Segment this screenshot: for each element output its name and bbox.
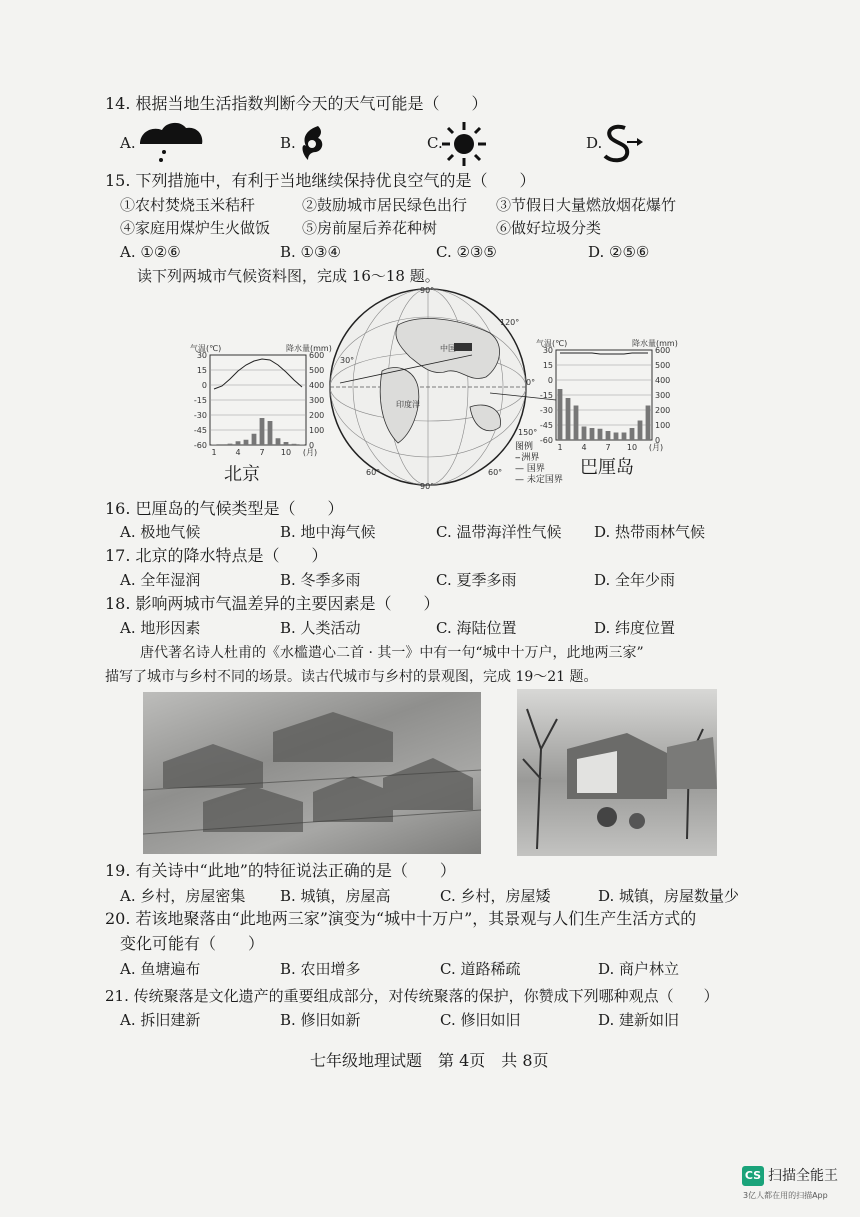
month-tick-label: 4 [235, 448, 241, 457]
q17-option-d: D. 全年少雨 [594, 571, 676, 589]
map-legend [515, 442, 563, 486]
q16-stem: 16. 巴厘岛的气候类型是（ ） [105, 499, 344, 518]
ancient-city-painting [143, 692, 481, 854]
temp-tick-label: -15 [193, 396, 207, 405]
q15-stem: 15. 下列措施中，有利于当地继续保持优良空气的是（ ） [105, 171, 536, 190]
precip-tick-label: 300 [655, 391, 671, 400]
temp-tick-label: 30 [542, 346, 553, 355]
month-tick-label: (月) [648, 443, 664, 452]
globe-label: 中国 [440, 344, 456, 353]
legend-item-continent: -- 洲界 [515, 453, 540, 463]
temp-axis-label: 气温(℃) [190, 344, 222, 353]
month-tick-label: (月) [302, 448, 318, 457]
globe-label: 90° [420, 482, 435, 491]
q18-option-a: A. 地形因素 [120, 619, 201, 637]
precip-tick-label: 200 [309, 411, 325, 420]
precip-bar [590, 428, 595, 440]
q20-option-a: A. 鱼塘遍布 [120, 960, 201, 978]
q20-option-b: B. 农田增多 [280, 960, 361, 978]
precip-bar [574, 406, 579, 441]
q15-measure-3: ③节假日大量燃放烟花爆竹 [496, 196, 677, 214]
precip-bar [292, 444, 297, 445]
legend-title: 图例 [515, 442, 534, 452]
q21-stem: 21. 传统聚落是文化遗产的重要组成部分，对传统聚落的保护，你赞成下列哪种观点（ ） [105, 987, 719, 1005]
camscanner-logo: CS [742, 1166, 764, 1186]
globe-label: 60° [488, 468, 503, 477]
temp-tick-label: 0 [547, 376, 553, 385]
precip-tick-label: 400 [655, 376, 671, 385]
q17-option-b: B. 冬季多雨 [280, 571, 361, 589]
precip-axis-label: 降水量(mm) [286, 344, 332, 353]
globe-label: 150° [518, 428, 538, 437]
q21-option-b: B. 修旧如新 [280, 1011, 361, 1029]
camscanner-tagline: 3亿人都在用的扫描App [743, 1191, 828, 1200]
month-tick-label: 7 [259, 448, 265, 457]
globe-label: 印度洋 [396, 400, 420, 409]
precip-bar [606, 431, 611, 440]
q14-option-b: B. [280, 134, 296, 152]
temp-axis-label: 气温(℃) [536, 339, 568, 348]
month-tick-label: 1 [557, 443, 563, 452]
precip-tick-label: 0 [655, 436, 661, 445]
precip-tick-label: 100 [655, 421, 671, 430]
precip-bar [276, 438, 281, 445]
legend-item-undetermined: — 未定国界 [515, 475, 563, 485]
temp-tick-label: 15 [542, 361, 553, 370]
month-tick-label: 10 [626, 443, 638, 452]
q21-option-a: A. 拆旧建新 [120, 1011, 201, 1029]
q21-option-c: C. 修旧如旧 [440, 1011, 521, 1029]
intro-19-21-line1: 唐代著名诗人杜甫的《水槛遣心二首 · 其一》中有一句“城中十万户，此地两三家” [140, 645, 644, 661]
precip-bar [260, 418, 265, 445]
ancient-village-painting [517, 689, 717, 856]
q14-stem: 14. 根据当地生活指数判断今天的天气可能是（ ） [105, 94, 488, 113]
precip-tick-label: 400 [309, 381, 325, 390]
month-tick-label: 7 [605, 443, 611, 452]
q18-option-b: B. 人类活动 [280, 619, 361, 637]
precip-bar [284, 442, 289, 445]
q17-option-c: C. 夏季多雨 [436, 571, 517, 589]
page-footer: 七年级地理试题 第 4页 共 8页 [310, 1051, 549, 1070]
precip-bar [566, 398, 571, 440]
precip-bar [614, 433, 619, 441]
beijing-climate-chart [190, 343, 332, 457]
temp-tick-label: -60 [193, 441, 207, 450]
q18-stem: 18. 影响两城市气温差异的主要因素是（ ） [105, 594, 440, 613]
precip-bar [582, 427, 587, 441]
temp-tick-label: -45 [193, 426, 207, 435]
precip-bar [558, 389, 563, 440]
precip-tick-label: 500 [309, 366, 325, 375]
precip-bar [252, 434, 257, 445]
q15-measure-4: ④家庭用煤炉生火做饭 [120, 219, 271, 237]
beijing-title: 北京 [224, 464, 260, 485]
temp-tick-label: 0 [201, 381, 207, 390]
q15-option-d: D. ②⑤⑥ [588, 243, 650, 261]
q19-option-a: A. 乡村，房屋密集 [120, 887, 246, 905]
q20-stem-line2: 变化可能有（ ） [120, 934, 265, 953]
month-tick-label: 10 [280, 448, 292, 457]
precip-bar [630, 428, 635, 440]
precip-bar [244, 440, 249, 445]
month-tick-label: 1 [211, 448, 217, 457]
q15-measure-6: ⑥做好垃圾分类 [496, 219, 602, 237]
q17-stem: 17. 北京的降水特点是（ ） [105, 546, 328, 565]
q19-stem: 19. 有关诗中“此地”的特征说法正确的是（ ） [105, 861, 456, 880]
temp-tick-label: -15 [539, 391, 553, 400]
q15-measure-2: ②鼓励城市居民绿色出行 [302, 196, 468, 214]
temp-tick-label: 15 [196, 366, 207, 375]
q15-option-b: B. ①③④ [280, 243, 341, 261]
bali-title: 巴厘岛 [580, 457, 634, 478]
intro-16-18: 读下列两城市气候资料图，完成 16～18 题。 [137, 267, 440, 285]
q18-option-d: D. 纬度位置 [594, 619, 676, 637]
temp-tick-label: -60 [539, 436, 553, 445]
precip-bar [268, 421, 273, 445]
camscanner-name: 扫描全能王 [768, 1168, 838, 1184]
q20-option-d: D. 商户林立 [598, 960, 680, 978]
q19-option-c: C. 乡村，房屋矮 [440, 887, 551, 905]
month-tick-label: 4 [581, 443, 587, 452]
precip-tick-label: 600 [655, 346, 671, 355]
q15-option-c: C. ②③⑤ [436, 243, 497, 261]
q14-option-d: D. [586, 134, 603, 152]
sun-icon [440, 120, 488, 172]
q18-option-c: C. 海陆位置 [436, 619, 517, 637]
q16-option-a: A. 极地气候 [120, 523, 201, 541]
q16-option-b: B. 地中海气候 [280, 523, 376, 541]
q15-measure-5: ⑤房前屋后养花种树 [302, 219, 438, 237]
q16-option-d: D. 热带雨林气候 [594, 523, 706, 541]
precip-bar [622, 433, 627, 441]
precip-bar [638, 421, 643, 441]
q14-option-c: C. [427, 134, 443, 152]
q16-option-c: C. 温带海洋性气候 [436, 523, 562, 541]
q19-option-b: B. 城镇，房屋高 [280, 887, 391, 905]
precip-bar [598, 429, 603, 440]
q19-option-d: D. 城镇，房屋数量少 [598, 887, 740, 905]
q21-option-d: D. 建新如旧 [598, 1011, 680, 1029]
temp-tick-label: 30 [196, 351, 207, 360]
precip-tick-label: 100 [309, 426, 325, 435]
precip-tick-label: 500 [655, 361, 671, 370]
sandstorm-icon [597, 122, 647, 170]
precip-bar [220, 444, 225, 445]
precip-bar [236, 441, 241, 445]
temp-tick-label: -30 [539, 406, 553, 415]
temp-tick-label: -30 [193, 411, 207, 420]
q20-stem-line1: 20. 若该地聚落由“此地两三家”演变为“城中十万户”，其景观与人们生产生活方式的 [105, 909, 697, 928]
typhoon-icon [296, 124, 328, 168]
cloud-rain-icon [136, 118, 206, 168]
precip-axis-label: 降水量(mm) [632, 339, 678, 348]
temp-tick-label: -45 [539, 421, 553, 430]
globe-label: 0° [526, 378, 536, 387]
globe-label: 90° [420, 286, 435, 295]
globe-label: 30° [340, 356, 355, 365]
precip-bar [646, 406, 651, 441]
q14-option-a: A. [120, 134, 136, 152]
precip-bar [228, 444, 233, 445]
q20-option-c: C. 道路稀疏 [440, 960, 521, 978]
intro-19-21-line2: 描写了城市与乡村不同的场景。读古代城市与乡村的景观图，完成 19～21 题。 [105, 669, 598, 685]
legend-item-country: — 国界 [515, 464, 545, 474]
bali-climate-chart [536, 338, 678, 452]
q17-option-a: A. 全年湿润 [120, 571, 201, 589]
precip-tick-label: 600 [309, 351, 325, 360]
precip-tick-label: 200 [655, 406, 671, 415]
precip-tick-label: 300 [309, 396, 325, 405]
globe-label: 60° [366, 468, 381, 477]
q15-measure-1: ①农村焚烧玉米秸秆 [120, 196, 256, 214]
q15-option-a: A. ①②⑥ [120, 243, 181, 261]
globe-label: 120° [500, 318, 520, 327]
precip-tick-label: 0 [309, 441, 315, 450]
temperature-line [214, 359, 302, 389]
temperature-line [560, 353, 648, 354]
